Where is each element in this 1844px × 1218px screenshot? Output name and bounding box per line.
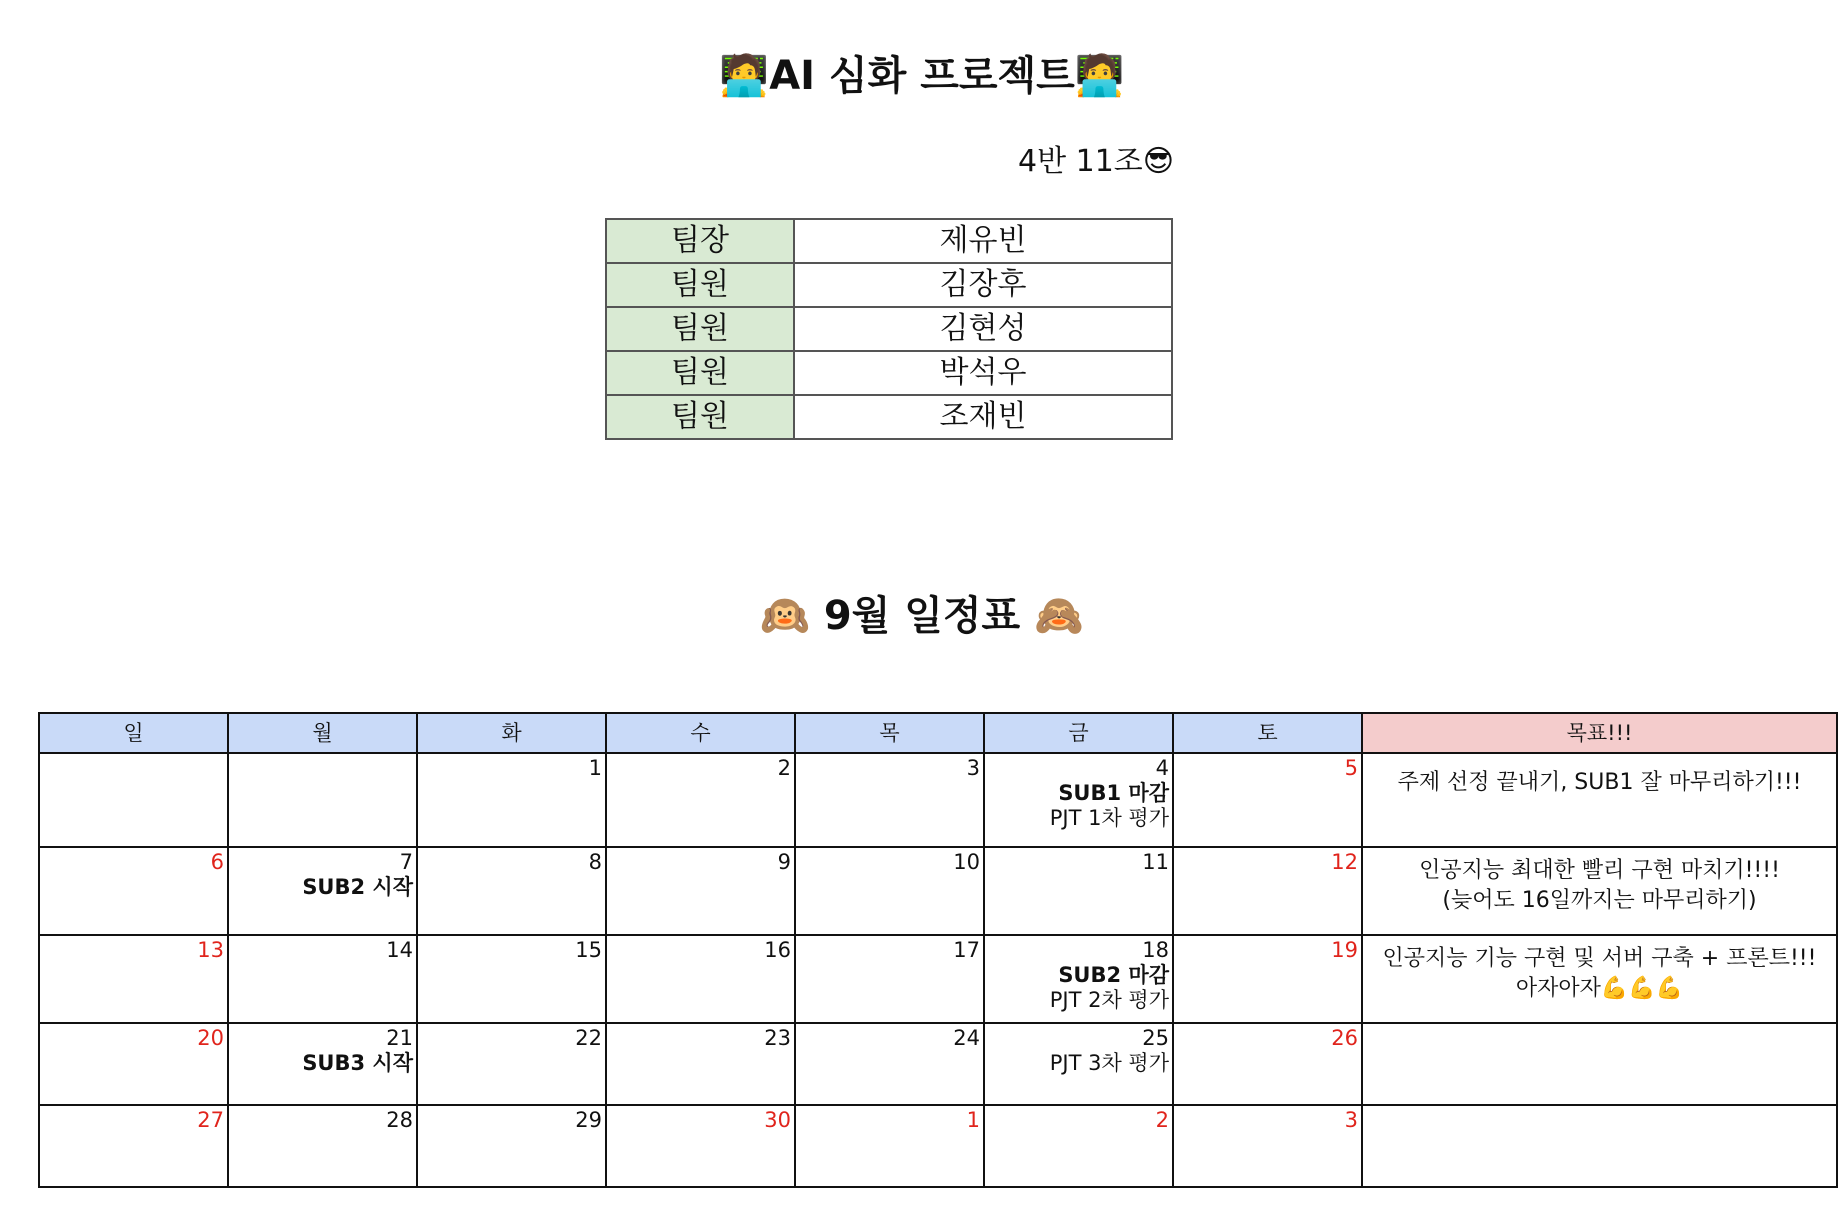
day-number: 30: [764, 1108, 791, 1132]
day-cell: [795, 935, 984, 1023]
calendar-week-row: [39, 1105, 1837, 1187]
goal-text: 인공지능 최대한 빨리 구현 마치기!!!!: [1419, 858, 1780, 883]
team-row: [606, 351, 1172, 395]
day-number: 27: [197, 1108, 224, 1132]
day-number: 11: [1142, 850, 1169, 874]
day-number: 13: [197, 938, 224, 962]
day-cell: [795, 1023, 984, 1105]
day-cell: [984, 847, 1173, 935]
calendar-header-row: [39, 713, 1837, 753]
day-number: 18: [1142, 938, 1169, 962]
day-cell: [39, 1105, 228, 1187]
day-cell: [228, 753, 417, 847]
calendar-week-row: [39, 753, 1837, 847]
day-cell: [228, 1023, 417, 1105]
day-cell: [1173, 1105, 1362, 1187]
goal-header: 목표!!!: [1362, 713, 1837, 753]
goal-cell: [1362, 753, 1837, 847]
day-number: 7: [399, 850, 413, 874]
day-cell: [606, 1105, 795, 1187]
goal-cell: [1362, 1023, 1837, 1105]
day-number: 2: [777, 756, 791, 780]
day-cell: [417, 1023, 606, 1105]
day-number: 9: [777, 850, 791, 874]
day-number: 21: [386, 1026, 413, 1050]
day-number: 24: [953, 1026, 980, 1050]
day-number: 3: [1344, 1108, 1358, 1132]
goal-text: 인공지능 기능 구현 및 서버 구축 + 프론트!!!: [1382, 946, 1817, 971]
day-cell: [795, 847, 984, 935]
team-role-cell: 팀원: [606, 351, 794, 395]
team-member-cell: 김현성: [794, 307, 1172, 351]
calendar-week-row: [39, 847, 1837, 935]
day-cell: [606, 847, 795, 935]
day-number: 5: [1344, 756, 1358, 780]
day-cell: [39, 935, 228, 1023]
goal-cell: [1362, 935, 1837, 1023]
day-cell: [984, 1105, 1173, 1187]
goal-text: 아자아자💪💪💪: [1515, 976, 1684, 1001]
weekday-header-thu: 목: [795, 713, 984, 753]
day-cell: [417, 1105, 606, 1187]
day-number: 10: [953, 850, 980, 874]
day-number: 8: [588, 850, 602, 874]
day-number: 12: [1331, 850, 1358, 874]
day-number: 6: [210, 850, 224, 874]
day-number: 29: [575, 1108, 602, 1132]
day-cell: [417, 935, 606, 1023]
goal-cell: [1362, 847, 1837, 935]
day-number: 26: [1331, 1026, 1358, 1050]
goal-text: (늦어도 16일까지는 마무리하기): [1442, 888, 1757, 913]
day-cell: [228, 935, 417, 1023]
day-number: 28: [386, 1108, 413, 1132]
day-cell: [39, 1023, 228, 1105]
day-cell: [228, 847, 417, 935]
day-number: 16: [764, 938, 791, 962]
day-number: 22: [575, 1026, 602, 1050]
team-role-cell: 팀장: [606, 219, 794, 263]
day-number: 19: [1331, 938, 1358, 962]
team-row: [606, 395, 1172, 439]
day-cell: [606, 753, 795, 847]
team-role-cell: 팀원: [606, 395, 794, 439]
day-cell: [1173, 1023, 1362, 1105]
team-member-cell: 박석우: [794, 351, 1172, 395]
day-event-note: PJT 3차 평가: [1049, 1051, 1169, 1075]
day-number: 15: [575, 938, 602, 962]
day-cell: [417, 847, 606, 935]
day-event-bold: SUB1 마감: [1058, 781, 1169, 805]
calendar-week-row: [39, 1023, 1837, 1105]
day-number: 17: [953, 938, 980, 962]
day-number: 1: [966, 1108, 980, 1132]
weekday-header-sat: 토: [1173, 713, 1362, 753]
weekday-header-wed: 수: [606, 713, 795, 753]
weekday-header-tue: 화: [417, 713, 606, 753]
day-cell: [39, 753, 228, 847]
day-number: 3: [966, 756, 980, 780]
day-cell: [1173, 847, 1362, 935]
calendar-week-row: [39, 935, 1837, 1023]
team-member-cell: 조재빈: [794, 395, 1172, 439]
day-event-bold: SUB2 시작: [302, 875, 413, 899]
calendar-table: [38, 712, 1838, 1188]
day-number: 14: [386, 938, 413, 962]
day-event-bold: SUB3 시작: [302, 1051, 413, 1075]
weekday-header-mon: 월: [228, 713, 417, 753]
team-member-cell: 김장후: [794, 263, 1172, 307]
day-event-note: PJT 1차 평가: [1049, 806, 1169, 830]
day-number: 23: [764, 1026, 791, 1050]
team-role-cell: 팀원: [606, 263, 794, 307]
team-subtitle: 4반 11조😎: [1018, 144, 1175, 179]
day-cell: [795, 1105, 984, 1187]
day-cell: [984, 753, 1173, 847]
goal-text: 주제 선정 끝내기, SUB1 잘 마무리하기!!!: [1397, 770, 1802, 795]
team-row: [606, 219, 1172, 263]
team-member-cell: 제유빈: [794, 219, 1172, 263]
day-cell: [984, 935, 1173, 1023]
team-row: [606, 263, 1172, 307]
team-row: [606, 307, 1172, 351]
day-event-note: PJT 2차 평가: [1049, 988, 1169, 1012]
day-cell: [795, 753, 984, 847]
day-number: 4: [1155, 756, 1169, 780]
page-title: 🧑‍💻AI 심화 프로젝트🧑‍💻: [719, 53, 1125, 99]
team-role-cell: 팀원: [606, 307, 794, 351]
weekday-header-sun: 일: [39, 713, 228, 753]
day-cell: [1173, 935, 1362, 1023]
day-number: 25: [1142, 1026, 1169, 1050]
day-number: 20: [197, 1026, 224, 1050]
day-cell: [39, 847, 228, 935]
day-cell: [606, 1023, 795, 1105]
goal-cell: [1362, 1105, 1837, 1187]
day-cell: [417, 753, 606, 847]
schedule-title: 🙉 9월 일정표 🙈: [760, 593, 1084, 639]
day-cell: [606, 935, 795, 1023]
team-table: [605, 218, 1173, 440]
day-number: 1: [588, 756, 602, 780]
weekday-header-fri: 금: [984, 713, 1173, 753]
day-cell: [1173, 753, 1362, 847]
day-cell: [984, 1023, 1173, 1105]
day-number: 2: [1155, 1108, 1169, 1132]
day-cell: [228, 1105, 417, 1187]
day-event-bold: SUB2 마감: [1058, 963, 1169, 987]
